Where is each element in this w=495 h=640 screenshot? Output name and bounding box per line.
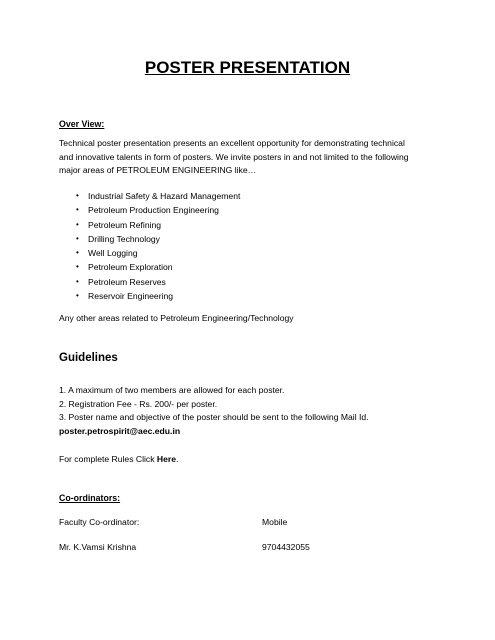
bullet-icon: • [76, 248, 79, 258]
topic-item [76, 289, 240, 303]
bullet-icon: • [76, 276, 79, 286]
topic-label: Petroleum Exploration [88, 262, 173, 273]
topic-label: Drilling Technology [88, 233, 160, 244]
guidelines-rules [59, 384, 369, 438]
topic-item [76, 246, 240, 260]
topic-label: Industrial Safety & Hazard Management [88, 191, 241, 201]
guidelines-heading: Guidelines [59, 352, 118, 364]
bullet-icon: • [76, 205, 79, 215]
topic-item [76, 189, 240, 203]
topic-label: Petroleum Reserves [88, 276, 166, 287]
mail-id-link[interactable]: poster.petrospirit@aec.edu.in [59, 425, 181, 436]
topic-item [76, 232, 240, 246]
overview-heading: Over View: [59, 119, 105, 129]
bullet-icon: • [76, 191, 79, 200]
topic-label: Petroleum Refining [88, 219, 162, 230]
overview-line: major areas of PETROLEUM ENGINEERING like… [59, 165, 257, 175]
topic-item [76, 203, 240, 217]
rules-link-suffix: . [176, 454, 179, 464]
topic-label: Petroleum Production Engineering [88, 205, 219, 216]
coordinator-contact: Mobile [262, 517, 288, 527]
topic-label: Well Logging [88, 248, 138, 259]
rule-item: 1. A maximum of two members are allowed for each poster. [59, 385, 285, 395]
topic-list [76, 189, 240, 303]
bullet-icon: • [76, 262, 79, 272]
overview-line: Technical poster presentation presents an excellent opportunity for demonstrating technical [59, 138, 405, 148]
topic-item [76, 275, 240, 289]
overview-paragraph [59, 137, 449, 178]
bullet-icon: • [76, 233, 79, 243]
coordinator-name: Faculty Co-ordinator: [59, 517, 140, 527]
bullet-icon: • [76, 291, 79, 301]
coordinator-contact: 9704432055 [262, 542, 310, 552]
complete-rules-line [59, 453, 178, 467]
coordinator-name: Mr. K.Vamsi Krishna [59, 542, 137, 552]
rule-item: 2. Registration Fee - Rs. 200/- per poster. [59, 398, 218, 409]
coordinators-heading: Co-ordinators: [59, 493, 121, 503]
other-areas-text: Any other areas related to Petroleum Engineering/Technology [59, 313, 294, 323]
topic-item [76, 260, 240, 274]
rules-here-link[interactable]: Here [156, 454, 177, 464]
bullet-icon: • [76, 219, 79, 229]
topic-label: Reservoir Engineering [88, 291, 174, 302]
rule-item: 3. Poster name and objective of the poster should be sent to the following Mail Id. [59, 412, 369, 422]
page-title: POSTER PRESENTATION [144, 58, 351, 77]
topic-item [76, 218, 240, 232]
overview-line: and innovative talents in form of posters. We invite posters in and not limited to the following [59, 151, 409, 162]
rules-link-prefix: For complete Rules Click [59, 454, 157, 464]
